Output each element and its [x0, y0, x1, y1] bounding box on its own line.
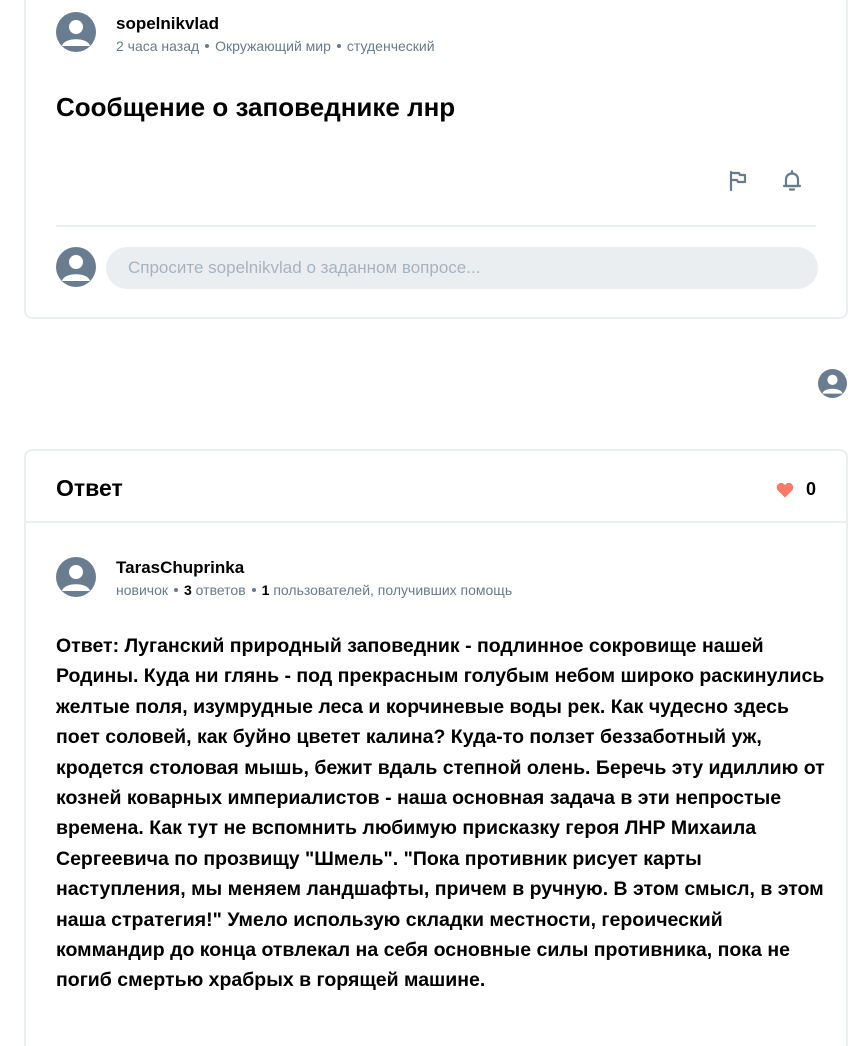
question-level: студенческий: [346, 38, 435, 54]
avatar-icon: [56, 247, 96, 287]
avatar-icon: [818, 369, 847, 398]
question-time: 2 часа назад: [116, 38, 200, 54]
helped-count: 1: [261, 582, 270, 598]
author-rank: новичок: [116, 582, 168, 598]
likes-count: 0: [805, 479, 816, 499]
answer-author-meta: [116, 582, 512, 598]
ask-author-input[interactable]: [106, 247, 818, 289]
answer-text: Ответ: Луганский природный заповедник - подлинное сокровище нашей Родины. Куда ни глянь - под прекрасным голубым небом широко раскинулись желтые поля, изумрудные леса и корчиневые воды рек. Как чудесно здесь поет соловей, как буйно цветет калина? Куда-то ползет беззаботный уж, кродется столовая мышь, бежит вдаль степной олень. Беречь эту идиллию от козней коварных империалистов - наша основная задача в эти непростые времена. Как тут не вспомнить любимую присказку героя ЛНР Михаила Сергеевича по прозвищу "Шмель". "Пока противник рисует карты наступления, мы меняем ландшафты, причем в ручную. В этом смысл, в этом наша стратегия!" Умело использую складки местности, героический коммандир до конца отвлекал на себя основные силы противника, пока не погиб смертью храбрых в горящей машине.: [56, 635, 825, 992]
avatar-icon: [56, 12, 96, 52]
answer-divider: [26, 521, 846, 523]
follow-bell-button[interactable]: [778, 167, 806, 195]
answers-label: ответов: [195, 582, 246, 598]
question-subject-link[interactable]: Окружающий мир: [215, 38, 331, 54]
answer-author-name[interactable]: TarasChuprinka: [116, 558, 245, 577]
question-meta: [116, 38, 435, 54]
report-flag-button[interactable]: [724, 167, 752, 195]
bell-icon: [780, 169, 804, 193]
answer-author-avatar[interactable]: [56, 557, 96, 597]
answer-heading: Ответ: [56, 475, 123, 501]
question-author-name[interactable]: sopelnikvlad: [116, 14, 219, 33]
answer-likes[interactable]: [776, 479, 816, 500]
avatar-icon: [56, 557, 96, 597]
question-title: Сообщение о заповеднике лнр: [56, 92, 456, 122]
helped-label: пользователей, получивших помощь: [273, 582, 513, 598]
heart-icon[interactable]: [776, 482, 794, 498]
floating-user-avatar[interactable]: [818, 369, 847, 398]
current-user-avatar: [56, 247, 96, 287]
question-author-avatar[interactable]: [56, 12, 96, 52]
question-card: [24, 0, 848, 319]
answers-count: 3: [183, 582, 192, 598]
question-divider: [56, 225, 816, 227]
flag-icon: [726, 169, 750, 193]
answer-card: [24, 449, 848, 1046]
